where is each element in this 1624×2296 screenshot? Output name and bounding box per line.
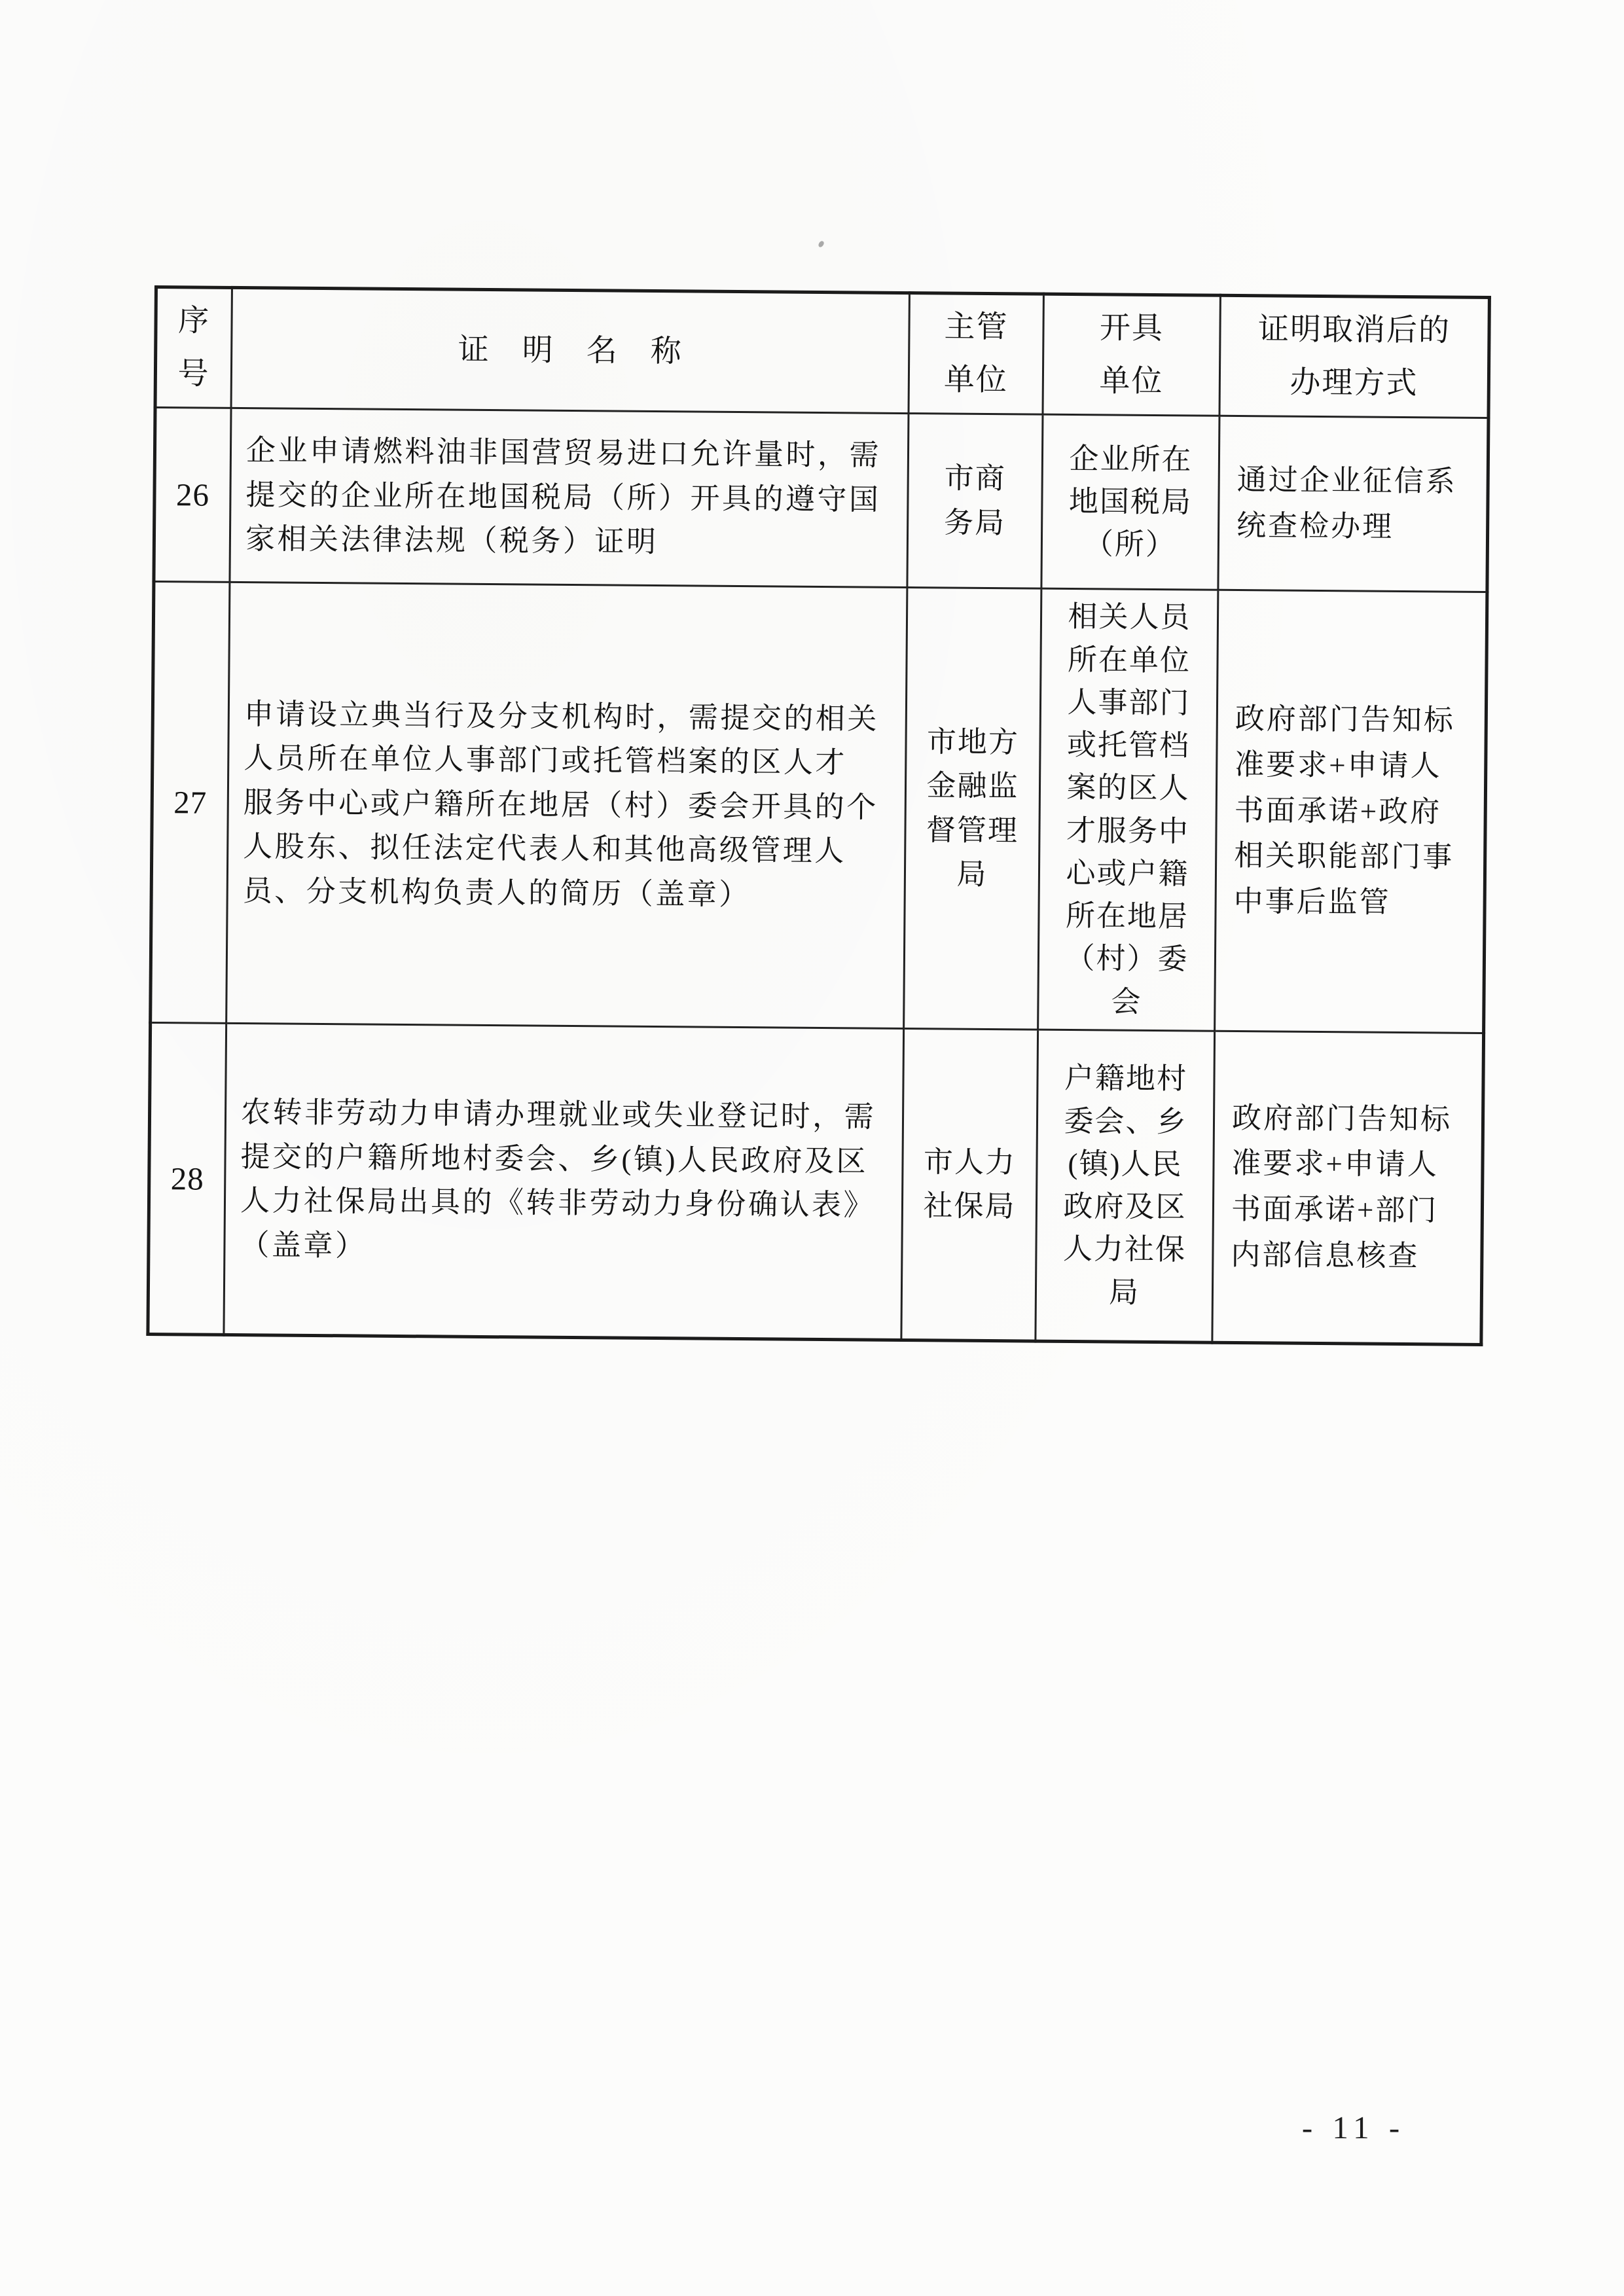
- table-row: [151, 582, 1487, 1033]
- cell-issuer: 企业所在 地国税局 （所）: [1041, 414, 1219, 590]
- cell-index: 27: [151, 582, 230, 1024]
- cell-cert-name: 申请设立典当行及分支机构时，需提交的相关 人员所在单位人事部门或托管档案的区人才 服务中心或户籍所在地居（村）委会开具的个 人股东、拟任法定代表人和其他高级管理人 员、分支机构负责人的简历（盖章）: [226, 582, 907, 1028]
- cell-method: 通过企业征信系 统查检办理: [1218, 416, 1489, 592]
- scan-speck: [818, 240, 825, 248]
- cell-issuer: 户籍地村 委会、乡 (镇)人民 政府及区 人力社保 局: [1036, 1030, 1215, 1342]
- col-header-name: 证 明 名 称: [231, 287, 909, 413]
- cell-supervisor: 市地方 金融监 督管理 局: [904, 588, 1041, 1030]
- cell-method: 政府部门告知标 准要求+申请人 书面承诺+政府 相关职能部门事 中事后监管: [1215, 590, 1487, 1033]
- page-number: - 11 -: [1301, 2109, 1406, 2145]
- cell-supervisor: 市商 务局: [907, 414, 1043, 589]
- col-header-index: 序 号: [155, 287, 232, 408]
- col-header-method: 证明取消后的 办理方式: [1219, 295, 1489, 418]
- col-header-issuer: 开具 单位: [1043, 294, 1220, 416]
- cell-cert-name: 企业申请燃料油非国营贸易进口允许量时，需 提交的企业所在地国税局（所）开具的遵守国 家相关法律法规（税务）证明: [230, 408, 909, 587]
- cell-index: 26: [154, 408, 231, 583]
- certificates-table: [146, 285, 1491, 1346]
- table-row: [148, 1022, 1484, 1344]
- table-header-row: [155, 287, 1489, 418]
- cell-cert-name: 农转非劳动力申请办理就业或失业登记时，需 提交的户籍所地村委会、乡(镇)人民政府及区 人力社保局出具的《转非劳动力身份确认表》 （盖章）: [224, 1023, 904, 1340]
- table-row: [154, 408, 1489, 592]
- cell-issuer: 相关人员 所在单位 人事部门 或托管档 案的区人 才服务中 心或户籍 所在地居 （村）委 会: [1038, 588, 1218, 1031]
- col-header-supervisor: 主管 单位: [909, 293, 1043, 415]
- cell-index: 28: [148, 1022, 226, 1335]
- cell-method: 政府部门告知标 准要求+申请人 书面承诺+部门 内部信息核查: [1212, 1031, 1484, 1344]
- cell-supervisor: 市人力 社保局: [901, 1029, 1038, 1342]
